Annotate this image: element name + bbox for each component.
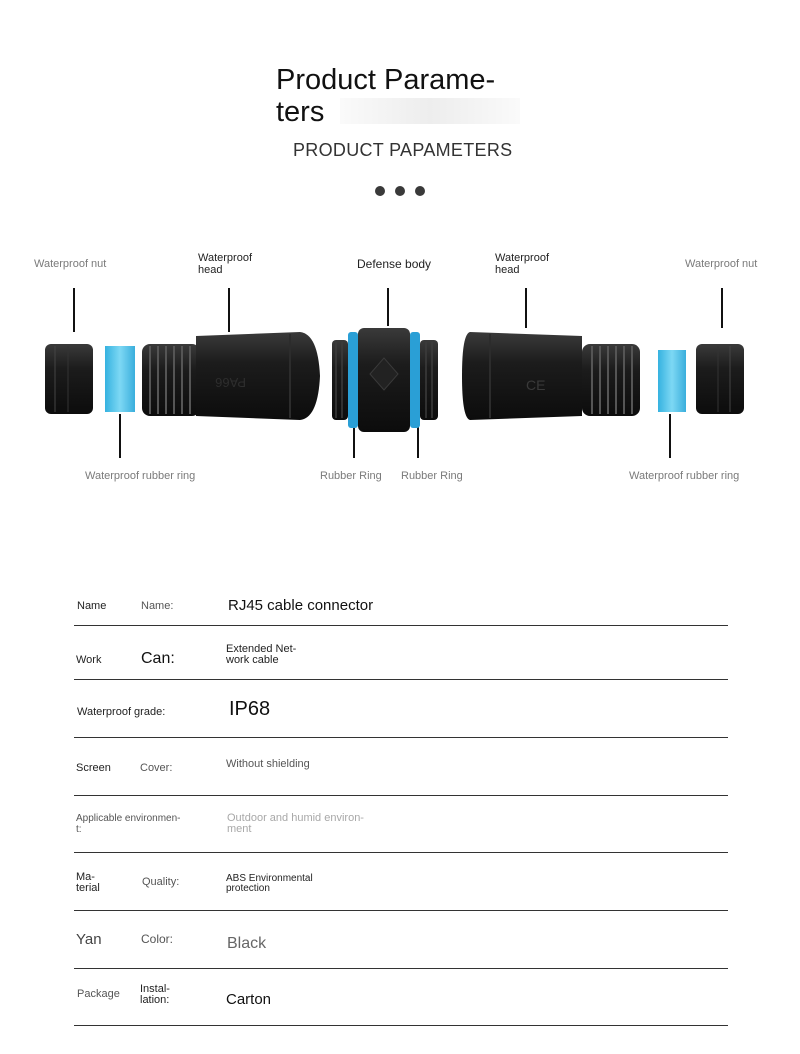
param-key2: Cover: [140, 762, 173, 774]
label-rubber-ring-a: Rubber Ring [320, 470, 382, 482]
ce-marking: CE [526, 377, 546, 393]
param-value [226, 874, 313, 894]
param-key: Name [77, 600, 107, 612]
title-shadow-bar [340, 98, 520, 124]
param-key2: Can: [141, 650, 175, 667]
seal-ring-right [410, 332, 420, 428]
row-divider [74, 625, 728, 626]
param-key [76, 813, 181, 835]
decor-dot [375, 186, 385, 196]
label-defense-body: Defense body [357, 257, 432, 271]
seal-ring-left [348, 332, 358, 428]
connector-illustration [0, 320, 800, 432]
param-value: Black [227, 935, 267, 952]
param-value [227, 813, 364, 835]
key-line: Instal- [140, 983, 170, 995]
key-line: Ma- [76, 871, 95, 883]
label-waterproof-nut-left: Waterproof nut [34, 258, 107, 270]
row-divider [74, 679, 728, 680]
decor-dot [415, 186, 425, 196]
key-line: terial [76, 882, 100, 894]
param-key2: Color: [141, 932, 174, 946]
row-divider [74, 1025, 728, 1026]
page-title-line1: Product Parame- [276, 64, 496, 96]
param-value: RJ45 cable connector [228, 597, 374, 614]
page-title-line2: ters [276, 96, 325, 128]
param-key: Yan [76, 931, 102, 948]
param-value: Carton [226, 991, 272, 1008]
label-waterproof-head-right [495, 252, 549, 276]
param-value [226, 644, 296, 666]
row-divider [74, 910, 728, 911]
value-line: ABS Environmental [226, 873, 313, 884]
param-key [76, 872, 100, 894]
waterproof-nut-left [45, 344, 93, 414]
row-divider [74, 852, 728, 853]
value-line: work cable [226, 654, 279, 666]
label-rubber-ring-b: Rubber Ring [401, 470, 463, 482]
param-key2: Quality: [142, 876, 180, 888]
value-line: Extended Net- [226, 643, 297, 655]
label-rubber-ring-right: Waterproof rubber ring [629, 470, 740, 482]
label-line: head [198, 264, 223, 276]
param-key: Screen [76, 762, 111, 774]
waterproof-nut-right [696, 344, 744, 414]
param-key: Package [77, 988, 120, 1000]
waterproof-head-left [142, 332, 320, 420]
label-waterproof-head-left [198, 252, 252, 276]
rubber-sleeve-right [658, 350, 686, 412]
pa66-marking: PA66 [215, 375, 246, 390]
param-key: Work [76, 654, 102, 666]
label-waterproof-nut-right: Waterproof nut [685, 258, 758, 270]
value-line: ment [227, 823, 252, 835]
label-line: Waterproof [198, 252, 253, 264]
param-value: Without shielding [226, 758, 310, 770]
label-rubber-ring-left: Waterproof rubber ring [85, 470, 196, 482]
value-line: Outdoor and humid environ- [227, 812, 364, 824]
row-divider [74, 968, 728, 969]
row-divider [74, 737, 728, 738]
param-key: Waterproof grade: [77, 706, 166, 718]
label-line: Waterproof [495, 252, 550, 264]
label-line: head [495, 264, 520, 276]
param-key2 [140, 984, 170, 1006]
row-divider [74, 795, 728, 796]
waterproof-head-right [462, 332, 640, 420]
param-key2: Name: [141, 600, 174, 612]
page-subtitle: PRODUCT PAPAMETERS [293, 140, 513, 160]
decor-dot [395, 186, 405, 196]
value-line: protection [226, 883, 270, 894]
param-value: IP68 [229, 698, 271, 720]
key-line: lation: [140, 994, 170, 1006]
key-line: Applicable environmen- [76, 813, 181, 824]
key-line: t: [76, 824, 82, 835]
rubber-sleeve-left [105, 346, 135, 412]
defense-body [332, 328, 438, 432]
